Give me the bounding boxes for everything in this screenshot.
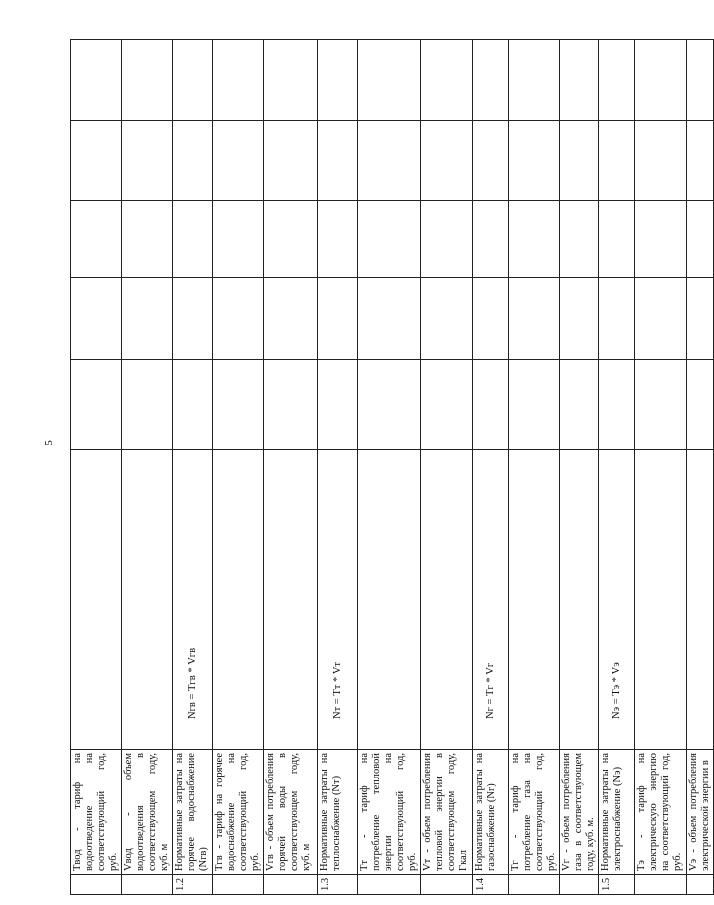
empty-cell (687, 278, 714, 360)
row-formula: Nт = Тт * Vт (318, 450, 358, 750)
empty-cell (635, 201, 687, 278)
row-number (421, 875, 473, 895)
row-description: Vгв - объем потребления горячей воды в соответствующем году, куб. м (264, 750, 318, 875)
table-row (635, 40, 687, 895)
row-formula (509, 450, 560, 750)
row-description: Нормативные затраты на электроснабжение (Nэ) (599, 750, 635, 875)
empty-cell (599, 360, 635, 450)
empty-cell (173, 278, 213, 360)
empty-cell (421, 360, 473, 450)
empty-cell (421, 201, 473, 278)
row-number (122, 875, 173, 895)
empty-cell (213, 40, 264, 121)
empty-cell (71, 278, 122, 360)
empty-cell (473, 40, 509, 121)
empty-cell (687, 40, 714, 121)
empty-cell (358, 360, 421, 450)
empty-cell (318, 278, 358, 360)
row-number (560, 875, 599, 895)
row-formula (635, 450, 687, 750)
row-number (635, 875, 687, 895)
row-description: Vт - объем потребления тепловой энергии в соответствующем году, Гкал (421, 750, 473, 875)
row-formula (71, 450, 122, 750)
empty-cell (122, 121, 173, 201)
table-row (687, 40, 714, 895)
empty-cell (358, 201, 421, 278)
table-row (473, 40, 509, 895)
norms-table (70, 39, 714, 895)
empty-cell (318, 40, 358, 121)
empty-cell (122, 201, 173, 278)
table-row (509, 40, 560, 895)
table-row (421, 40, 473, 895)
row-description: Vвод - объем водоотведения в соответствующем году, куб. м (122, 750, 173, 875)
empty-cell (122, 278, 173, 360)
empty-cell (473, 278, 509, 360)
row-formula (264, 450, 318, 750)
row-number: 1.2 (173, 875, 213, 895)
empty-cell (71, 360, 122, 450)
row-number (358, 875, 421, 895)
empty-cell (560, 121, 599, 201)
empty-cell (421, 121, 473, 201)
empty-cell (509, 201, 560, 278)
row-formula: Nэ = Тэ * Vэ (599, 450, 635, 750)
empty-cell (318, 360, 358, 450)
table-row (264, 40, 318, 895)
empty-cell (264, 121, 318, 201)
row-formula (122, 450, 173, 750)
empty-cell (687, 360, 714, 450)
table-row (318, 40, 358, 895)
empty-cell (213, 121, 264, 201)
empty-cell (509, 360, 560, 450)
empty-cell (599, 278, 635, 360)
empty-cell (213, 360, 264, 450)
row-formula: Nг = Тг * Vг (473, 450, 509, 750)
empty-cell (421, 40, 473, 121)
empty-cell (560, 278, 599, 360)
empty-cell (264, 360, 318, 450)
row-formula (421, 450, 473, 750)
empty-cell (264, 201, 318, 278)
row-number (71, 875, 122, 895)
row-description: Tвод - тариф на водоотведение на соответствующий год, руб. (71, 750, 122, 875)
empty-cell (509, 121, 560, 201)
row-description: Тт - тариф на потребление тепловой энергии на соответствующий год, руб. (358, 750, 421, 875)
row-formula (213, 450, 264, 750)
row-description: Нормативные затраты на горячее водоснабжение (Nгв) (173, 750, 213, 875)
empty-cell (71, 201, 122, 278)
row-description: Tгв - тариф на горячее водоснабжение на соответствующий год, руб. (213, 750, 264, 875)
row-number (687, 875, 714, 895)
empty-cell (264, 278, 318, 360)
empty-cell (509, 40, 560, 121)
page-number: 5 (43, 440, 55, 446)
empty-cell (71, 40, 122, 121)
row-number (509, 875, 560, 895)
table-row (173, 40, 213, 895)
table-body (71, 40, 714, 895)
row-formula (687, 450, 714, 750)
row-formula (358, 450, 421, 750)
row-number (264, 875, 318, 895)
empty-cell (173, 201, 213, 278)
table-row (560, 40, 599, 895)
empty-cell (560, 201, 599, 278)
table-row (122, 40, 173, 895)
empty-cell (318, 121, 358, 201)
empty-cell (635, 40, 687, 121)
empty-cell (122, 40, 173, 121)
empty-cell (318, 201, 358, 278)
row-description: Нормативные затраты на газоснабжение (Nг) (473, 750, 509, 875)
empty-cell (635, 278, 687, 360)
empty-cell (264, 40, 318, 121)
table-row (71, 40, 122, 895)
row-number: 1.3 (318, 875, 358, 895)
empty-cell (421, 278, 473, 360)
row-description: Тг - тариф на потребление газа на соответствующий год, руб. (509, 750, 560, 875)
empty-cell (71, 121, 122, 201)
empty-cell (358, 40, 421, 121)
row-description: Vэ - объем потребления электрической энергии в (687, 750, 714, 875)
empty-cell (560, 40, 599, 121)
table-row (213, 40, 264, 895)
row-description: Тэ - тариф на электрическую энергию на соответствующий год, руб. (635, 750, 687, 875)
empty-cell (173, 121, 213, 201)
empty-cell (122, 360, 173, 450)
empty-cell (213, 278, 264, 360)
empty-cell (599, 40, 635, 121)
row-number: 1.4 (473, 875, 509, 895)
row-description: Vг - объем потребления газа в соответствующем году, куб. м. (560, 750, 599, 875)
empty-cell (560, 360, 599, 450)
empty-cell (635, 360, 687, 450)
rotated-table-wrapper (70, 40, 711, 895)
row-description: Нормативные затраты на теплоснабжение (Nт) (318, 750, 358, 875)
empty-cell (473, 121, 509, 201)
row-number: 1.5 (599, 875, 635, 895)
empty-cell (687, 121, 714, 201)
empty-cell (687, 201, 714, 278)
empty-cell (599, 201, 635, 278)
empty-cell (213, 201, 264, 278)
row-number (213, 875, 264, 895)
empty-cell (599, 121, 635, 201)
row-formula (560, 450, 599, 750)
empty-cell (635, 121, 687, 201)
empty-cell (509, 278, 560, 360)
empty-cell (173, 360, 213, 450)
table-row (599, 40, 635, 895)
empty-cell (358, 278, 421, 360)
row-formula: Nгв = Тгв * Vгв (173, 450, 213, 750)
table-row (358, 40, 421, 895)
empty-cell (358, 121, 421, 201)
empty-cell (473, 201, 509, 278)
empty-cell (173, 40, 213, 121)
empty-cell (473, 360, 509, 450)
